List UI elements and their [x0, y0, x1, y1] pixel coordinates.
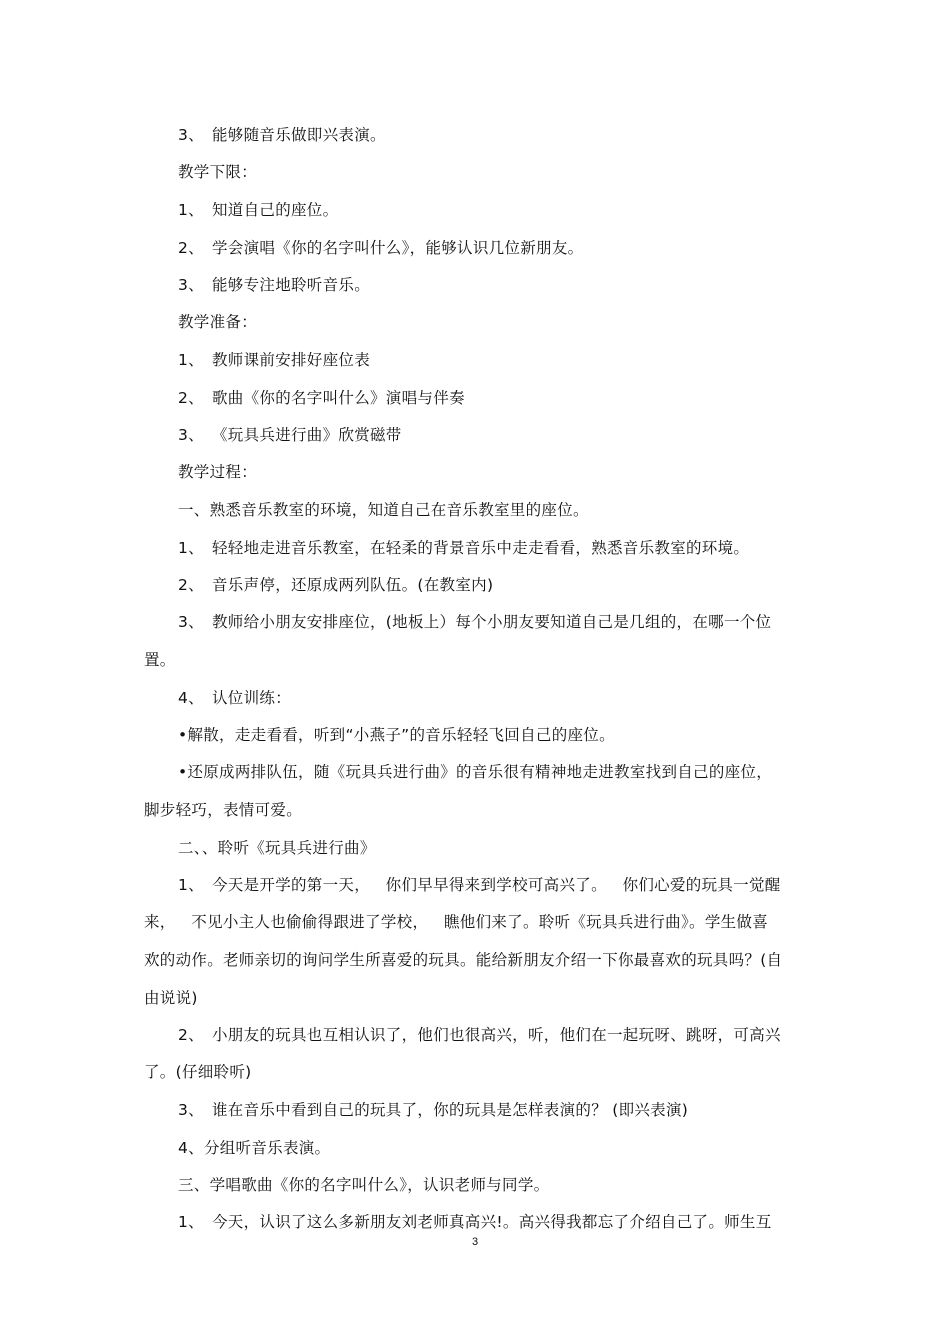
section-heading: 教学准备：: [178, 313, 258, 331]
section-heading: 教学下限：: [178, 163, 258, 181]
text-line: 脚步轻巧，表情可爱。: [144, 801, 303, 819]
text-line: 4、分组听音乐表演。: [178, 1139, 331, 1157]
page-number: 3: [471, 1236, 479, 1248]
text-line: 4、 认位训练：: [178, 689, 292, 707]
text-line: •解散，走走看看，听到“小燕子”的音乐轻轻飞回自己的座位。: [178, 726, 615, 744]
section-heading: 教学过程：: [178, 463, 258, 481]
text-line: 了。(仔细聆听): [144, 1063, 252, 1081]
text-line: 1、 教师课前安排好座位表: [178, 351, 371, 369]
text-line: 置。: [144, 651, 176, 669]
text-line: 3、 能够随音乐做即兴表演。: [178, 126, 386, 144]
text-line: 来， 不见小主人也偷偷得跟进了学校， 瞧他们来了。聆听《玩具兵进行曲》。学生做喜: [144, 913, 769, 931]
text-line: 3、 能够专注地聆听音乐。: [178, 276, 371, 294]
section-heading: 二、、聆听《玩具兵进行曲》: [178, 839, 376, 857]
text-line: 1、 今天，认识了这么多新朋友刘老师真高兴!。高兴得我都忘了介绍自己了。师生互: [178, 1213, 772, 1231]
text-line: 3、 谁在音乐中看到自己的玩具了，你的玩具是怎样表演的？ (即兴表演): [178, 1101, 689, 1119]
text-line: 1、 今天是开学的第一天， 你们早早得来到学校可高兴了。 你们心爱的玩具一觉醒: [178, 876, 781, 894]
text-line: 2、 学会演唱《你的名字叫什么》，能够认识几位新朋友。: [178, 239, 584, 257]
text-line: 一、熟悉音乐教室的环境，知道自己在音乐教室里的座位。: [178, 501, 589, 519]
text-line: 2、 小朋友的玩具也互相认识了，他们也很高兴，听，他们在一起玩呀、跳呀，可高兴: [178, 1026, 781, 1044]
text-line: •还原成两排队伍，随《玩具兵进行曲》的音乐很有精神地走进教室找到自己的座位，: [178, 763, 773, 781]
text-line: 3、 教师给小朋友安排座位，(地板上）每个小朋友要知道自己是几组的，在哪一个位: [178, 613, 772, 631]
text-line: 1、 轻轻地走进音乐教室，在轻柔的背景音乐中走走看看，熟悉音乐教室的环境。: [178, 539, 750, 557]
section-heading: 三、学唱歌曲《你的名字叫什么》，认识老师与同学。: [178, 1176, 550, 1194]
text-line: 2、 音乐声停，还原成两列队伍。(在教室内): [178, 576, 494, 594]
text-line: 1、 知道自己的座位。: [178, 201, 339, 219]
text-line: 欢的动作。老师亲切的询问学生所喜爱的玩具。能给新朋友介绍一下你最喜欢的玩具吗？(自: [144, 951, 783, 969]
text-line: 2、 歌曲《你的名字叫什么》演唱与伴奏: [178, 389, 465, 407]
text-line: 由说说): [144, 989, 198, 1007]
text-line: 3、 《玩具兵进行曲》欣赏磁带: [178, 426, 402, 444]
